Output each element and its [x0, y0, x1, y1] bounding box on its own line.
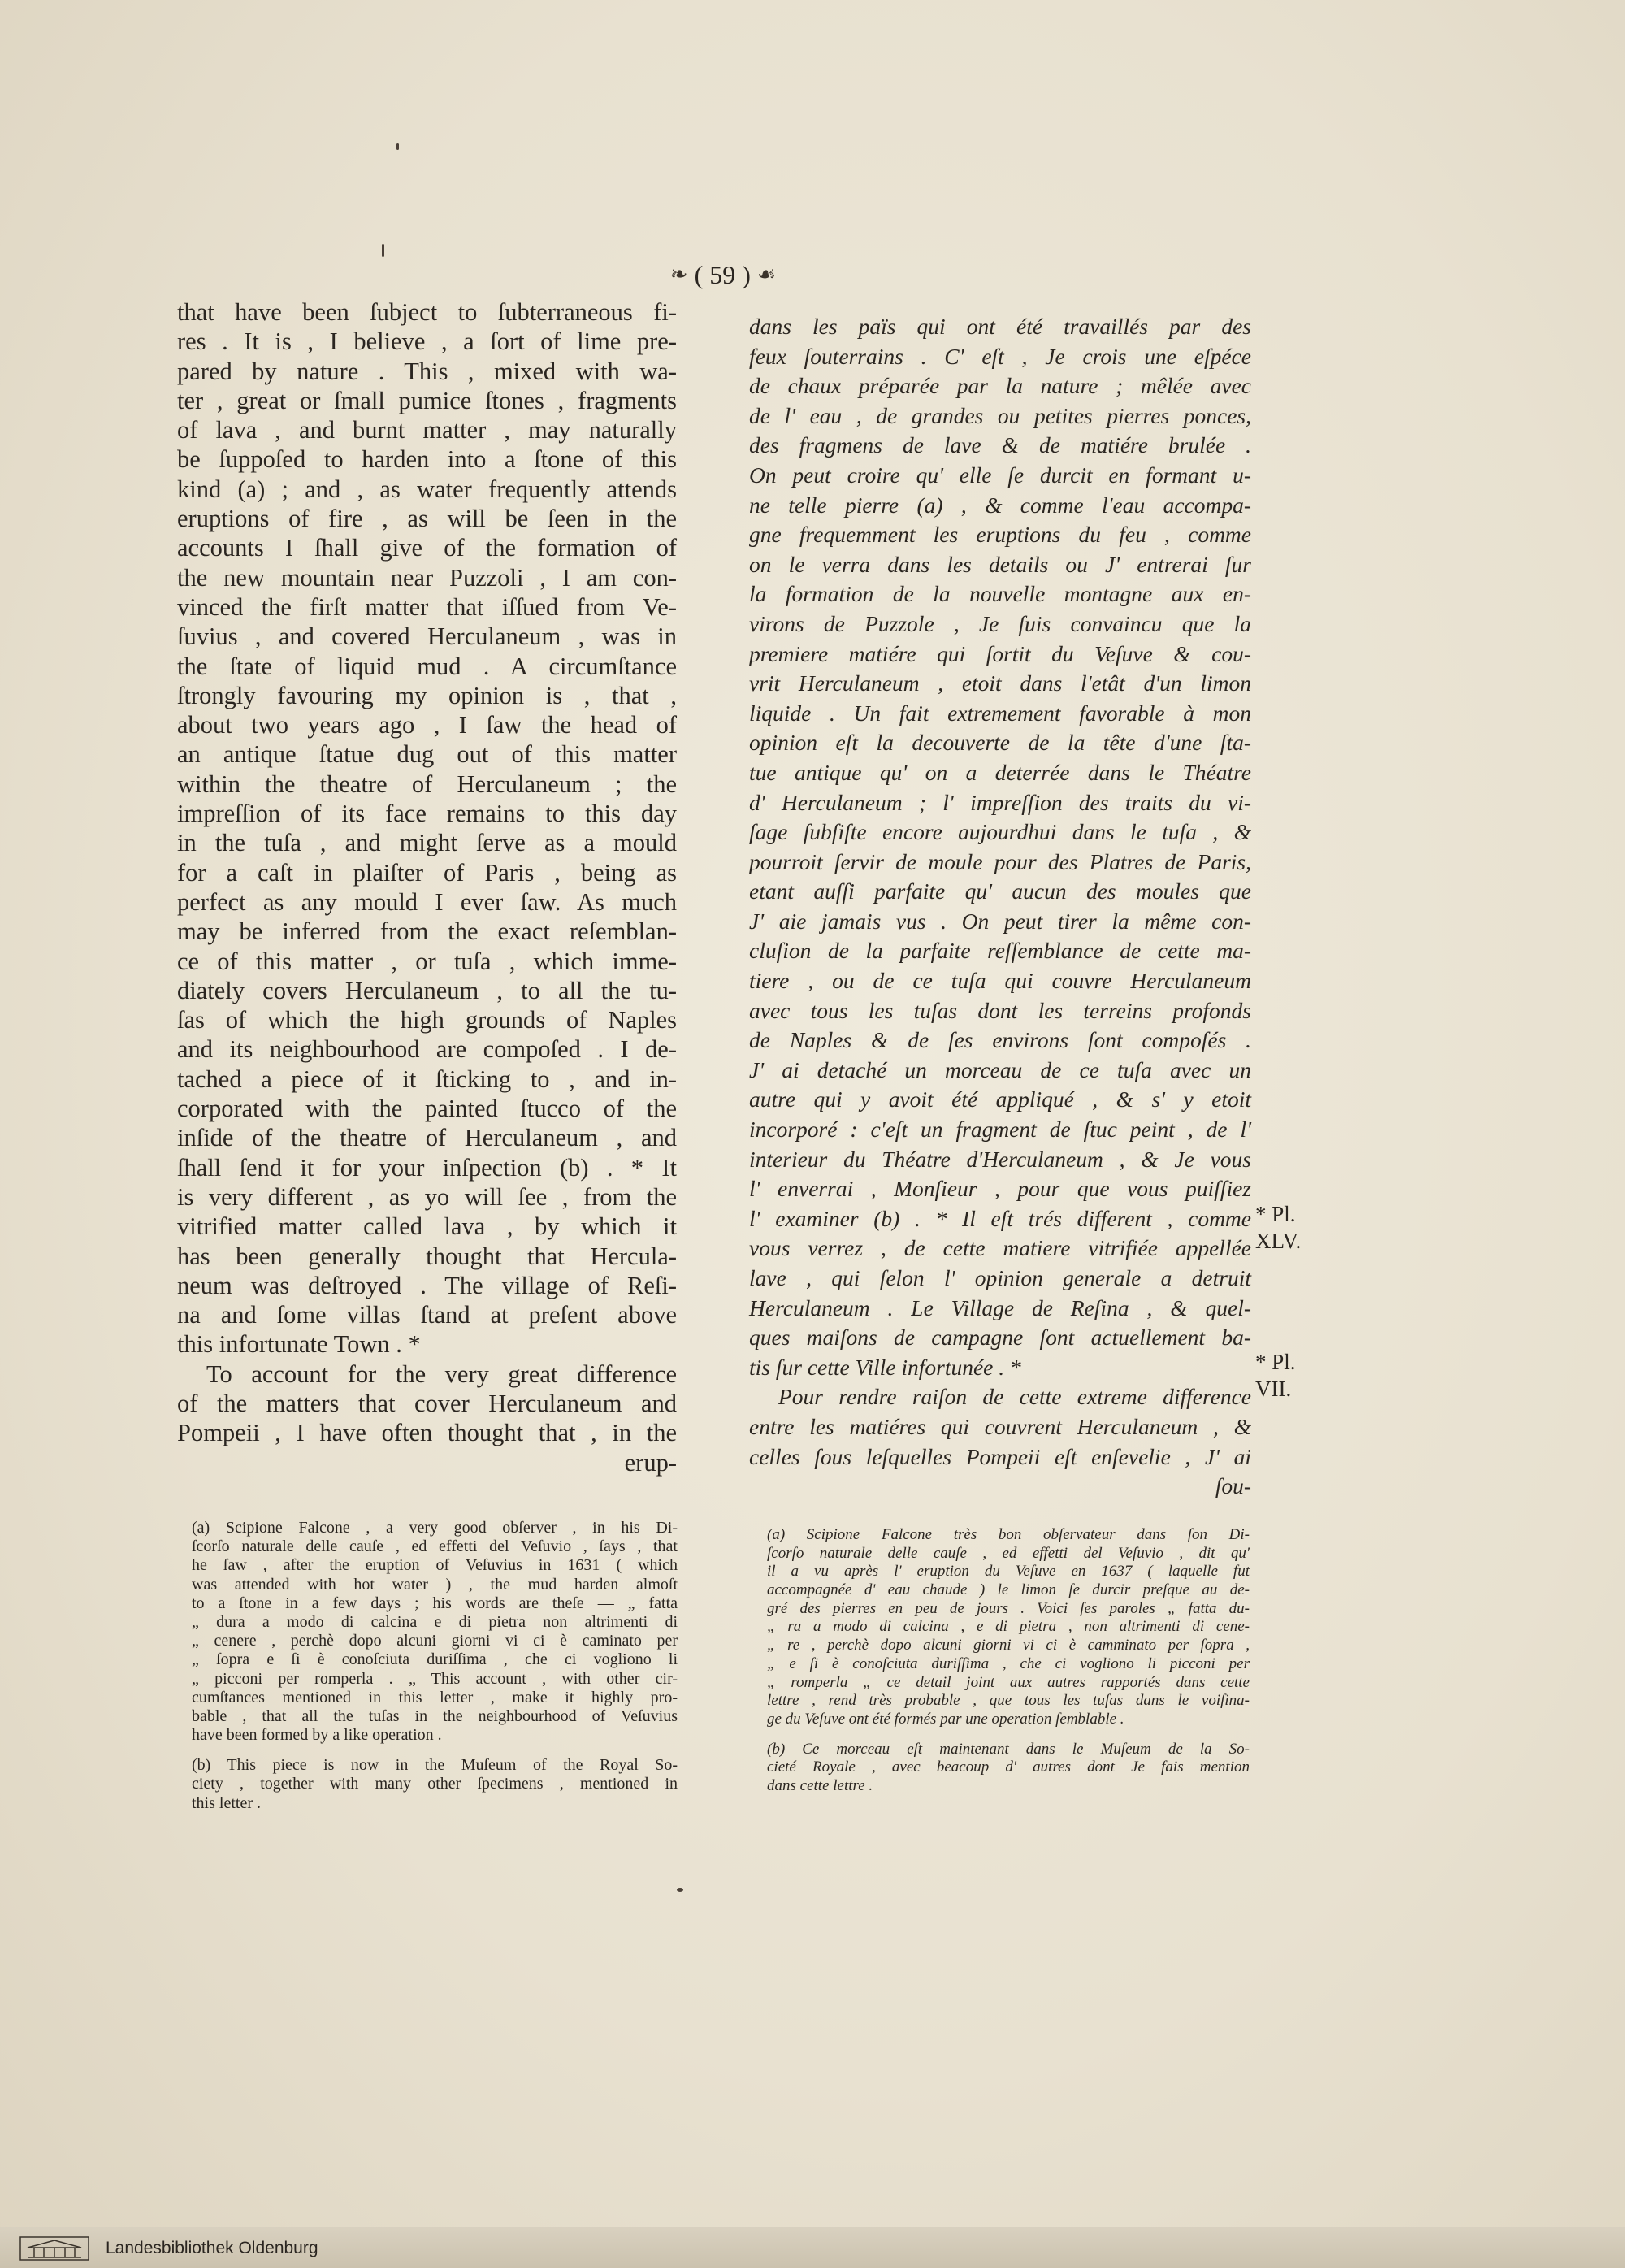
text-line: dans les païs qui ont été travaillés par des [749, 314, 1251, 339]
footnote-line: have been formed by a like operation . [192, 1726, 442, 1745]
text-line: may be inferred from the exact reſemblan- [177, 917, 677, 946]
text-line: ſhall ſend it for your inſpection (b) . * It [177, 1153, 677, 1182]
text-line: vinced the firſt matter that iſſued from Ve- [177, 592, 677, 621]
footnote-line: (a) Scipione Falcone très bon obſervateur dans ſon Di- [767, 1526, 1250, 1543]
text-line: be ſuppoſed to harden into a ſtone of this [177, 445, 677, 474]
text-line: ſuvius , and covered Herculaneum , was in [177, 622, 677, 651]
library-logo-icon [20, 2236, 89, 2261]
ornament-right-icon: ☙ [756, 262, 777, 286]
text-line: la formation de la nouvelle montagne aux en- [749, 581, 1251, 607]
ink-mark [677, 1888, 683, 1892]
text-line: of the matters that cover Herculaneum and [177, 1389, 677, 1417]
margin-note-plate-vii: * Pl. VII. [1255, 1350, 1296, 1401]
text-line: de Naples & de ſes environs ſont compoſés . [749, 1027, 1251, 1053]
page-header [634, 257, 812, 293]
text-line: Pompeii , I have often thought that , in the [177, 1419, 677, 1447]
footnote-line: ge du Veſuve ont été formés par une operation ſemblable . [767, 1710, 1124, 1728]
text-line: the new mountain near Puzzoli , I am con- [177, 563, 677, 592]
text-line: na and ſome villas ſtand at preſent above [177, 1301, 677, 1329]
footnote-line: he ſaw , after the eruption of Veſuvius in 1631 ( which [192, 1556, 678, 1575]
text-line: impreſſion of its face remains to this day [177, 800, 677, 828]
text-line: lave , qui ſelon l' opinion generale a detruit [749, 1265, 1251, 1290]
text-line: this infortunate Town . * [177, 1330, 421, 1359]
text-line: J' aie jamais vus . On peut tirer la même con- [749, 908, 1251, 934]
text-line: ſage ſubſiſte encore aujourdhui dans le tuſa , & [749, 819, 1251, 845]
text-line: ſas of which the high grounds of Naples [177, 1006, 677, 1034]
footnote-line: was attended with hot water ) , the mud harden almoſt [192, 1575, 678, 1594]
text-line: ques maiſons de campagne ſont actuellement ba- [749, 1325, 1251, 1351]
text-line: vous verrez , de cette matiere vitrifiée appellée [749, 1235, 1251, 1261]
text-line: On peut croire qu' elle ſe durcit en formant u- [749, 462, 1251, 488]
text-line: liquide . Un fait extremement favorable à mon [749, 700, 1251, 726]
footnote-line: cumſtances mentioned in this letter , make it highly pro- [192, 1688, 678, 1706]
ink-mark [396, 143, 399, 150]
ink-mark [382, 244, 384, 257]
text-line: tue antique qu' on a deterrée dans le Théatre [749, 759, 1251, 785]
text-line: des fragmens de lave & de matiére brulée . [749, 432, 1251, 458]
footnote-line: il a vu après l' eruption du Veſuve en 1637 ( laquelle fut [767, 1563, 1250, 1581]
text-line: interieur du Théatre d'Herculaneum , & Je vous [749, 1146, 1251, 1172]
text-line: autre qui y avoit été appliqué , & s' y etoit [749, 1086, 1251, 1112]
ornament-left-icon: ❧ [670, 262, 688, 286]
footnote-line: „ e ſi è conoſciuta duriſſima , che ci vogliono li picconi per [767, 1654, 1250, 1672]
footnote-line: „ ra a modo di calcina , e di pietra , non altrimenti di cene- [767, 1618, 1250, 1636]
footnote-line: (a) Scipione Falcone , a very good obſerver , in his Di- [192, 1519, 678, 1537]
footnote-line: „ romperla „ ce detail joint aux autres rapportés dans cette [767, 1673, 1250, 1691]
text-line: vrit Herculaneum , etoit dans l'etât d'un limon [749, 670, 1251, 696]
text-line: ter , great or ſmall pumice ſtones , fragments [177, 386, 677, 414]
footnote-line: „ ſopra e ſi è conoſciuta duriſſima , che ci vogliono li [192, 1650, 678, 1669]
text-line: diately covers Herculaneum , to all the tu- [177, 976, 677, 1004]
text-line: vitrified matter called lava , by which it [177, 1212, 677, 1241]
text-line: celles ſous leſquelles Pompeii eſt enſevelie , J' ai [749, 1443, 1251, 1469]
footnote-line: „ picconi per romperla . „ This account , with other cir- [192, 1669, 678, 1688]
text-line: J' ai detaché un morceau de ce tuſa avec un [749, 1056, 1251, 1082]
footnote-line: gré des pierres en peu de jours . Voici ſes paroles „ fatta du- [767, 1599, 1250, 1617]
text-line: entre les matiéres qui couvrent Herculaneum , & [749, 1413, 1251, 1439]
footnote-line: ſcorſo naturale delle cauſe , ed effetti del Veſuvio , ſays , that [192, 1537, 678, 1556]
text-line: accounts I ſhall give of the formation of [177, 534, 677, 562]
text-line: l' examiner (b) . * Il eſt trés different , comme [749, 1205, 1251, 1231]
text-line: erup- [624, 1448, 677, 1477]
english-footnotes [192, 1519, 678, 1813]
footnote-line: „ re , perchè dopo alcuni giorni vi ci è camminato per ſopra , [767, 1637, 1250, 1654]
text-line: Herculaneum . Le Village de Reſina , & quel- [749, 1294, 1251, 1320]
footnote-line: (b) Ce morceau eſt maintenant dans le Muſeum de la So- [767, 1740, 1250, 1758]
text-line: ne telle pierre (a) , & comme l'eau accompa- [749, 492, 1251, 518]
text-line: feux ſouterrains . C' eſt , Je crois une eſpéce [749, 343, 1251, 369]
footnote-line: to a ſtone in a few days ; his words are theſe — „ fatta [192, 1594, 678, 1612]
text-line: ce of this matter , or tuſa , which imme- [177, 947, 677, 975]
text-line: within the theatre of Herculaneum ; the [177, 770, 677, 798]
text-line: virons de Puzzole , Je ſuis convaincu que la [749, 610, 1251, 636]
text-line: pourroit ſervir de moule pour des Platres de Paris, [749, 848, 1251, 874]
french-column [749, 312, 1251, 1502]
text-line: inſide of the theatre of Herculaneum , and [177, 1124, 677, 1152]
text-line: and its neighbourhood are compoſed . I de- [177, 1035, 677, 1064]
text-line: kind (a) ; and , as water frequently attends [177, 475, 677, 503]
text-line: that have been ſubject to ſubterraneous fi- [177, 298, 677, 326]
text-line: Pour rendre raiſon de cette extreme difference [778, 1384, 1251, 1410]
text-line: incorporé : c'eſt un fragment de ſtuc peint , de l' [749, 1117, 1251, 1143]
footnote-line: lettre , rend très probable , que tous les tuſas dans le voiſina- [767, 1692, 1250, 1710]
text-line: has been generally thought that Hercula- [177, 1242, 677, 1270]
text-line: opinion eſt la decouverte de la tête d'une ſta- [749, 730, 1251, 756]
text-line: l' enverrai , Monſieur , pour que vous puiſſiez [749, 1176, 1251, 1202]
text-line: res . It is , I believe , a ſort of lime pre- [177, 327, 677, 356]
text-line: perfect as any mould I ever ſaw. As much [177, 887, 677, 916]
footnote-line: ſcorſo naturale delle cauſe , ed effetti del Veſuvio , dit qu' [767, 1544, 1250, 1562]
text-line: eruptions of fire , as will be ſeen in the [177, 505, 677, 533]
text-line: tiere , ou de ce tuſa qui couvre Herculaneum [749, 968, 1251, 994]
text-line: pared by nature . This , mixed with wa- [177, 357, 677, 385]
text-line: To account for the very great difference [206, 1359, 677, 1388]
text-line: de l' eau , de grandes ou petites pierres ponces, [749, 402, 1251, 428]
french-footnotes [767, 1526, 1250, 1796]
text-line: gne frequemment les eruptions du feu , comme [749, 522, 1251, 548]
footnote-line: dans cette lettre . [767, 1776, 873, 1794]
text-line: tis ſur cette Ville infortunée . * [749, 1354, 1021, 1380]
footnote-line: cieté Royale , avec beacoup d' autres dont Je fais mention [767, 1758, 1250, 1776]
footnote-line: „ cenere , perchè dopo alcuni giorni vi ci è caminato per [192, 1632, 678, 1650]
text-line: neum was deſtroyed . The village of Reſi- [177, 1271, 677, 1299]
text-line: on le verra dans les details ou J' entrerai ſur [749, 551, 1251, 577]
footnote-line: this letter . [192, 1793, 261, 1812]
text-line: cluſion de la parfaite reſſemblance de cette ma- [749, 938, 1251, 964]
margin-note-plate-xlv: * Pl. XLV. [1255, 1202, 1302, 1253]
text-line: for a caſt in plaiſter of Paris , being as [177, 858, 677, 887]
text-line: tached a piece of it ſticking to , and in- [177, 1065, 677, 1093]
text-line: an antique ſtatue dug out of this matter [177, 740, 677, 769]
text-line: in the tuſa , and might ſerve as a mould [177, 829, 677, 857]
text-line: is very different , as yo will ſee , from the [177, 1182, 677, 1211]
text-line: de chaux préparée par la nature ; mêlée avec [749, 373, 1251, 399]
english-column [177, 297, 677, 1477]
footnote-line: „ dura a modo di calcina e di pietra non altrimenti di [192, 1612, 678, 1631]
text-line: premiere matiére qui ſortit du Veſuve & cou- [749, 640, 1251, 666]
text-line: avec tous les tuſas dont les terreins profonds [749, 997, 1251, 1023]
text-line: corporated with the painted ſtucco of the [177, 1095, 677, 1123]
text-line: about two years ago , I ſaw the head of [177, 711, 677, 739]
text-line: ſou- [1215, 1473, 1251, 1499]
footnote-line: (b) This piece is now in the Muſeum of the Royal So- [192, 1756, 678, 1775]
footnote-line: ciety , together with many other ſpecimens , mentioned in [192, 1775, 678, 1793]
text-line: d' Herculaneum ; l' impreſſion des traits du vi- [749, 789, 1251, 815]
text-line: the ſtate of liquid mud . A circumſtance [177, 652, 677, 680]
library-name: Landesbibliothek Oldenburg [106, 2239, 318, 2257]
page-number: ( 59 ) [694, 259, 751, 289]
text-line: etant auſſi parfaite qu' aucun des moules que [749, 878, 1251, 904]
text-line: of lava , and burnt matter , may naturally [177, 416, 677, 444]
footnote-line: bable , that all the tuſas in the neighbourhood of Veſuvius [192, 1706, 678, 1725]
text-line: ſtrongly favouring my opinion is , that , [177, 681, 677, 709]
footnote-line: accompagnée d' eau chaude ) le limon ſe durcir preſque au de- [767, 1581, 1250, 1599]
